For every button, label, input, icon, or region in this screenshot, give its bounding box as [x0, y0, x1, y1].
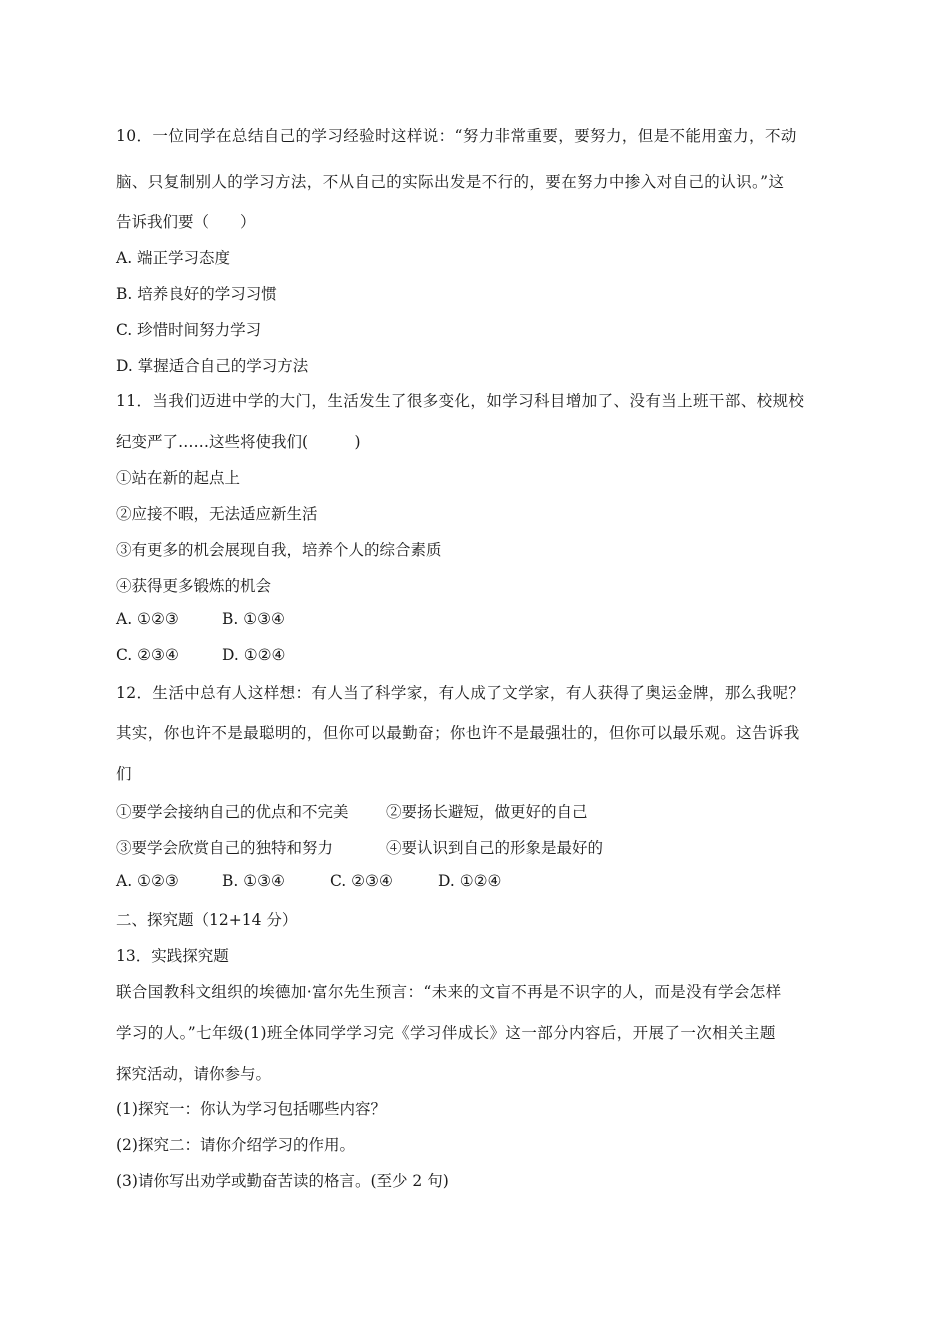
q12-item-2: ②要扬长避短，做更好的自己 [386, 803, 588, 821]
q10-stem-line-3: 告诉我们要（ ） [116, 213, 256, 231]
q13-stem-line-1: 联合国教科文组织的埃德加·富尔先生预言：“未来的文盲不再是不识字的人，而是没有学会怎样 [116, 983, 782, 1001]
q12-options-row [116, 872, 501, 890]
q12-item-4: ④要认识到自己的形象是最好的 [386, 839, 604, 857]
q13-sub-question-3: (3)请你写出劝学或勤奋苦读的格言。(至少 2 句) [116, 1172, 449, 1190]
q10-option-d: D. 掌握适合自己的学习方法 [116, 357, 309, 375]
q13-stem-line-3: 探究活动，请你参与。 [116, 1065, 272, 1083]
q12-option-c: C. ②③④ [330, 872, 393, 890]
q10-stem-line-2: 脑、只复制别人的学习方法，不从自己的实际出发是不行的，要在努力中掺入对自己的认识。”这 [116, 173, 785, 191]
q11-stem-line-1: 11．当我们迈进中学的大门，生活发生了很多变化，如学习科目增加了、没有当上班干部、校规校 [116, 392, 805, 410]
q11-item-1: ①站在新的起点上 [116, 469, 241, 487]
q10-option-a: A. 端正学习态度 [116, 249, 231, 267]
q11-option-c: C. ②③④ [116, 646, 179, 664]
q11-item-3: ③有更多的机会展现自我，培养个人的综合素质 [116, 541, 442, 559]
q12-items-row-2 [116, 836, 603, 858]
q12-option-a: A. ①②③ [116, 872, 179, 890]
q13-sub-question-2: (2)探究二：请你介绍学习的作用。 [116, 1136, 355, 1154]
q11-item-4: ④获得更多锻炼的机会 [116, 577, 272, 595]
q12-items-row-1 [116, 800, 588, 822]
q12-option-d: D. ①②④ [438, 872, 502, 890]
q11-options-row-2 [116, 646, 285, 664]
q12-stem-line-3: 们 [116, 765, 132, 783]
q10-option-c: C. 珍惜时间努力学习 [116, 321, 262, 339]
q12-stem-line-1: 12．生活中总有人这样想：有人当了科学家，有人成了文学家，有人获得了奥运金牌，那么我呢？ [116, 684, 805, 702]
q11-item-2: ②应接不暇，无法适应新生活 [116, 505, 318, 523]
q12-stem-line-2: 其实，你也许不是最聪明的，但你可以最勤奋；你也许不是最强壮的，但你可以最乐观。这告诉我 [116, 724, 800, 742]
q13-sub-question-1: (1)探究一：你认为学习包括哪些内容？ [116, 1100, 386, 1118]
section2-heading: 二、探究题（12+14 分） [116, 911, 298, 929]
q11-option-b: B. ①③④ [222, 610, 285, 628]
q12-item-3: ③要学会欣赏自己的独特和努力 [116, 839, 334, 857]
q10-option-b: B. 培养良好的学习习惯 [116, 285, 277, 303]
q11-option-a: A. ①②③ [116, 610, 179, 628]
q11-option-d: D. ①②④ [222, 646, 286, 664]
q12-item-1: ①要学会接纳自己的优点和不完美 [116, 803, 349, 821]
q12-option-b: B. ①③④ [222, 872, 285, 890]
q10-stem-line-1: 10．一位同学在总结自己的学习经验时这样说：“努力非常重要，要努力，但是不能用蛮力，不动 [116, 127, 797, 145]
q13-title: 13．实践探究题 [116, 947, 229, 965]
q13-stem-line-2: 学习的人。”七年级(1)班全体同学学习完《学习伴成长》这一部分内容后，开展了一次相关主题 [116, 1024, 776, 1042]
q11-options-row-1 [116, 610, 285, 628]
q11-stem-line-2: 纪变严了……这些将使我们( ) [116, 433, 361, 451]
